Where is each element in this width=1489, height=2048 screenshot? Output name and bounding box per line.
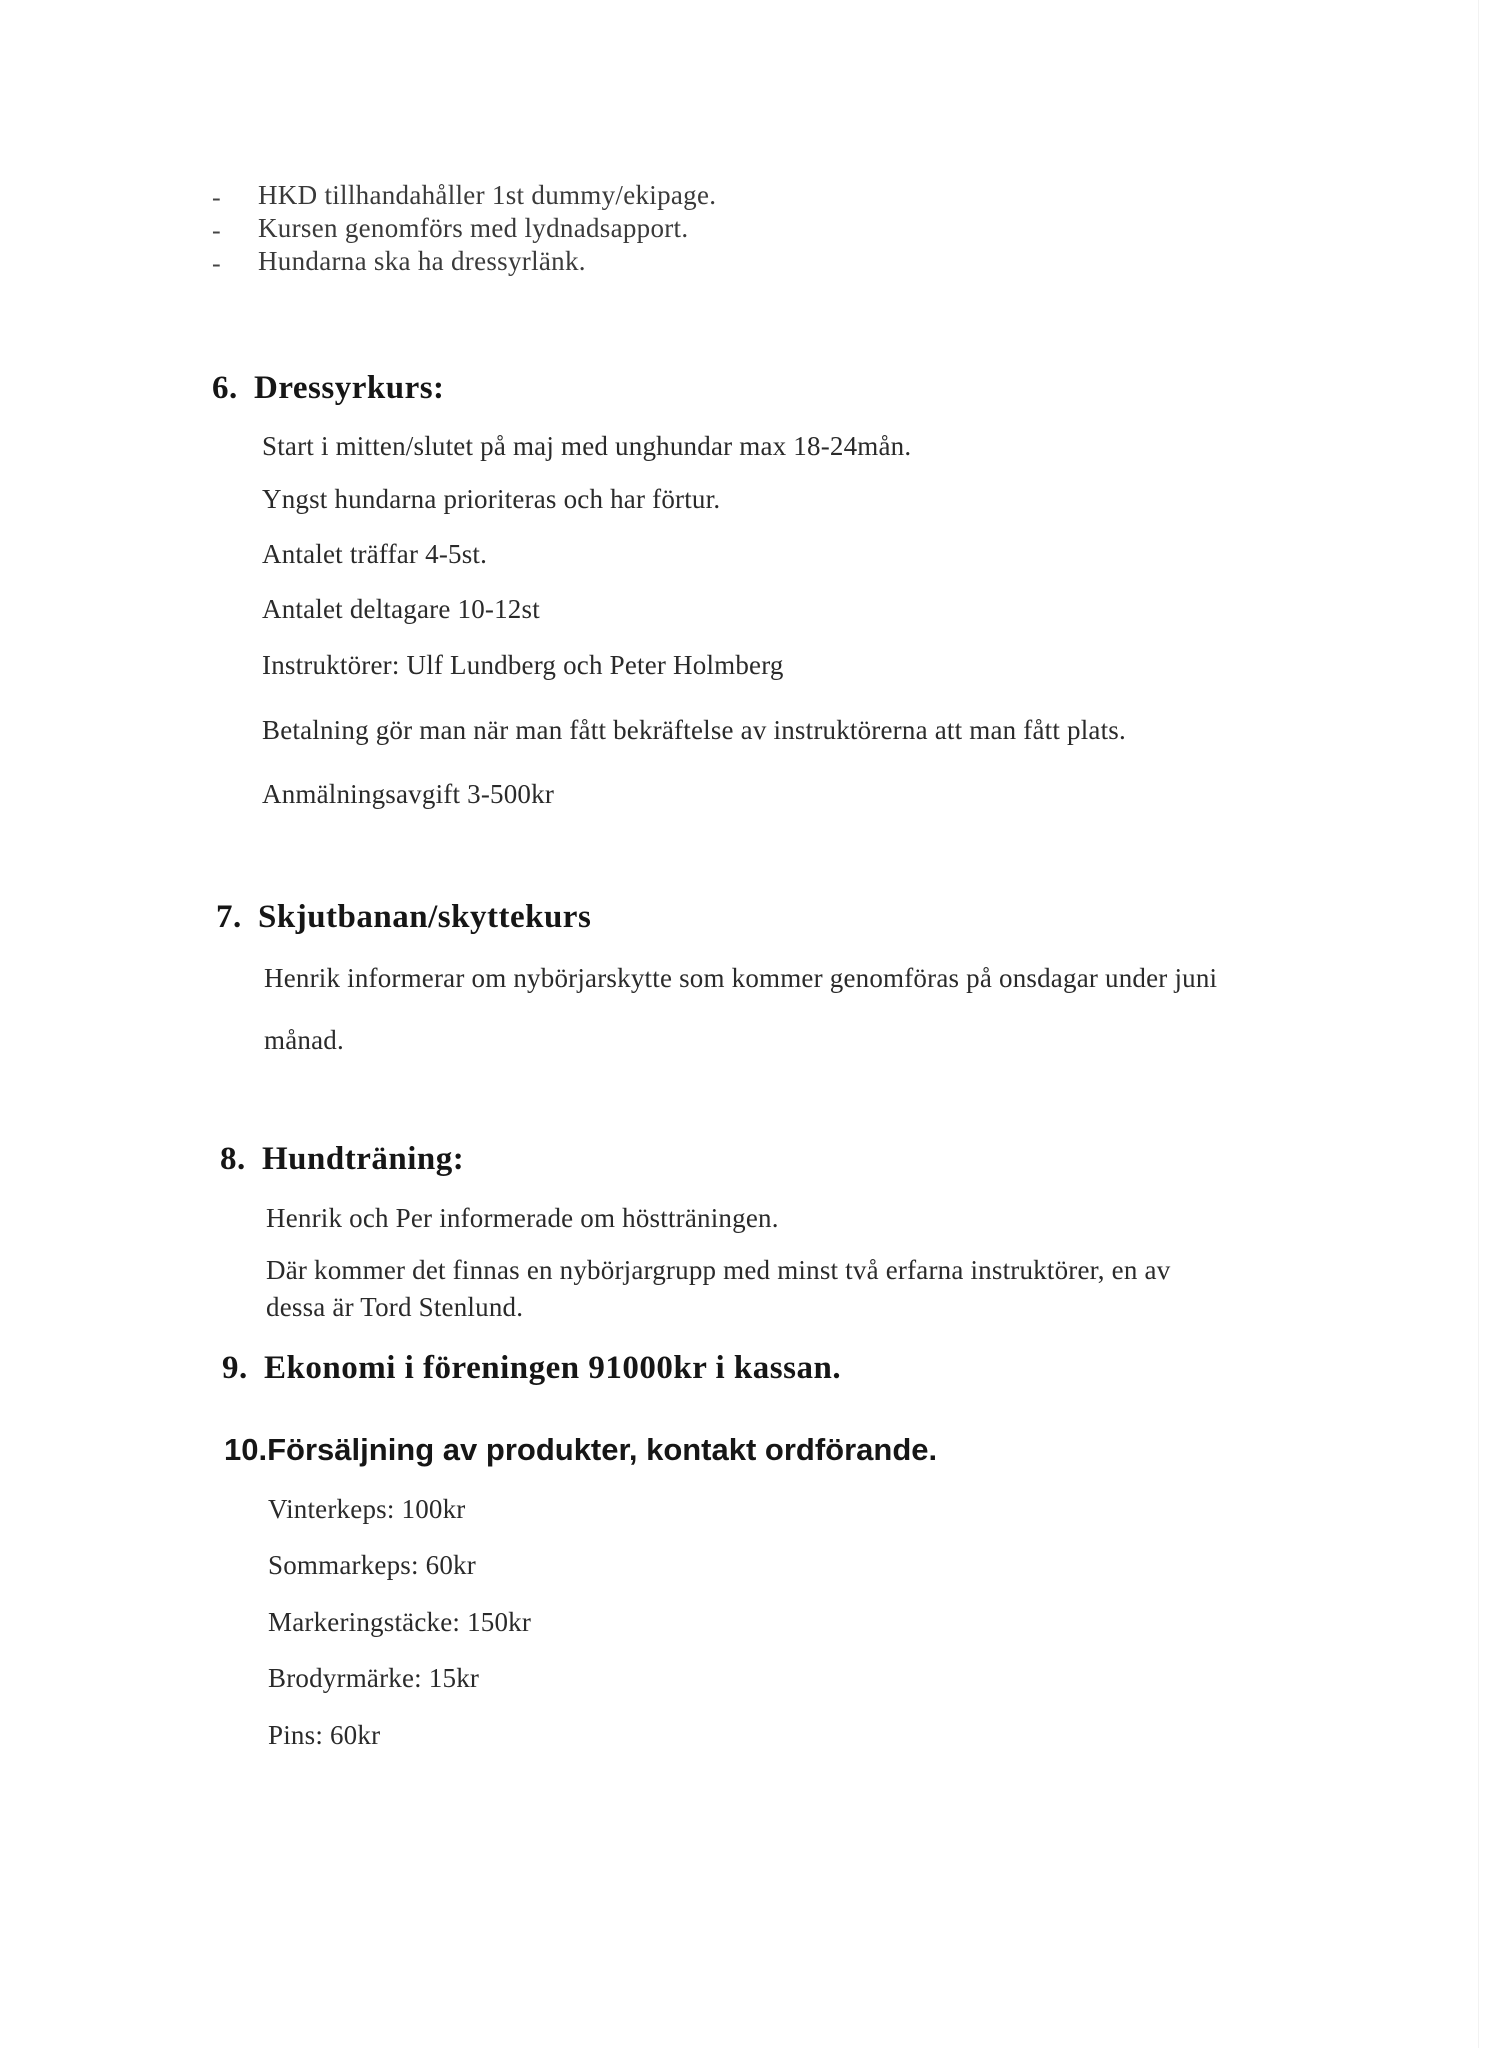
section-heading [220,1141,464,1178]
section-line: Henrik informerar om nybörjarskytte som kommer genomföras på onsdagar under juni [264,963,1218,993]
section-line: Antalet deltagare 10-12st [262,594,540,624]
section-heading [224,1432,937,1468]
section-number: 10. [224,1432,268,1467]
bullet-marker: - [212,216,221,245]
bullet-marker: - [212,249,221,278]
section-line: månad. [264,1025,344,1055]
section-number: 8. [220,1141,246,1177]
bullet-item: HKD tillhandahåller 1st dummy/ekipage. [258,180,717,210]
section-line: Betalning gör man när man fått bekräftelse av instruktörerna att man fått plats. [262,715,1126,745]
section-line: Yngst hundarna prioriteras och har förtur. [262,484,721,514]
section-title: Dressyrkurs: [254,370,445,406]
price-item: Pins: 60kr [268,1720,381,1750]
scan-edge-shadow [1478,0,1479,2048]
section-title: Försäljning av produkter, kontakt ordförande. [267,1432,938,1467]
section-line: dessa är Tord Stenlund. [266,1292,524,1322]
bullet-marker: - [212,183,221,212]
bullet-item: Kursen genomförs med lydnadsapport. [258,213,689,243]
section-title: Skjutbanan/skyttekurs [258,899,592,935]
section-line: Anmälningsavgift 3-500kr [262,779,555,809]
section-number: 9. [222,1350,248,1386]
section-line: Instruktörer: Ulf Lundberg och Peter Holmberg [262,650,784,680]
section-line: Antalet träffar 4-5st. [262,539,488,569]
section-heading [222,1350,841,1387]
price-item: Brodyrmärke: 15kr [268,1663,480,1693]
price-item: Vinterkeps: 100kr [268,1494,466,1524]
section-heading [216,899,591,936]
price-item: Sommarkeps: 60kr [268,1550,476,1580]
bullet-item: Hundarna ska ha dressyrlänk. [258,246,586,276]
price-item: Markeringstäcke: 150kr [268,1607,532,1637]
section-title: Ekonomi i föreningen 91000kr i kassan. [264,1350,842,1386]
section-line: Henrik och Per informerade om höstträningen. [266,1203,779,1233]
section-heading [212,370,445,407]
section-line: Där kommer det finnas en nybörjargrupp med minst två erfarna instruktörer, en av [266,1255,1171,1285]
section-number: 7. [216,899,242,935]
section-number: 6. [212,370,238,406]
section-title: Hundträning: [262,1141,465,1177]
section-line: Start i mitten/slutet på maj med unghundar max 18-24mån. [262,431,912,461]
